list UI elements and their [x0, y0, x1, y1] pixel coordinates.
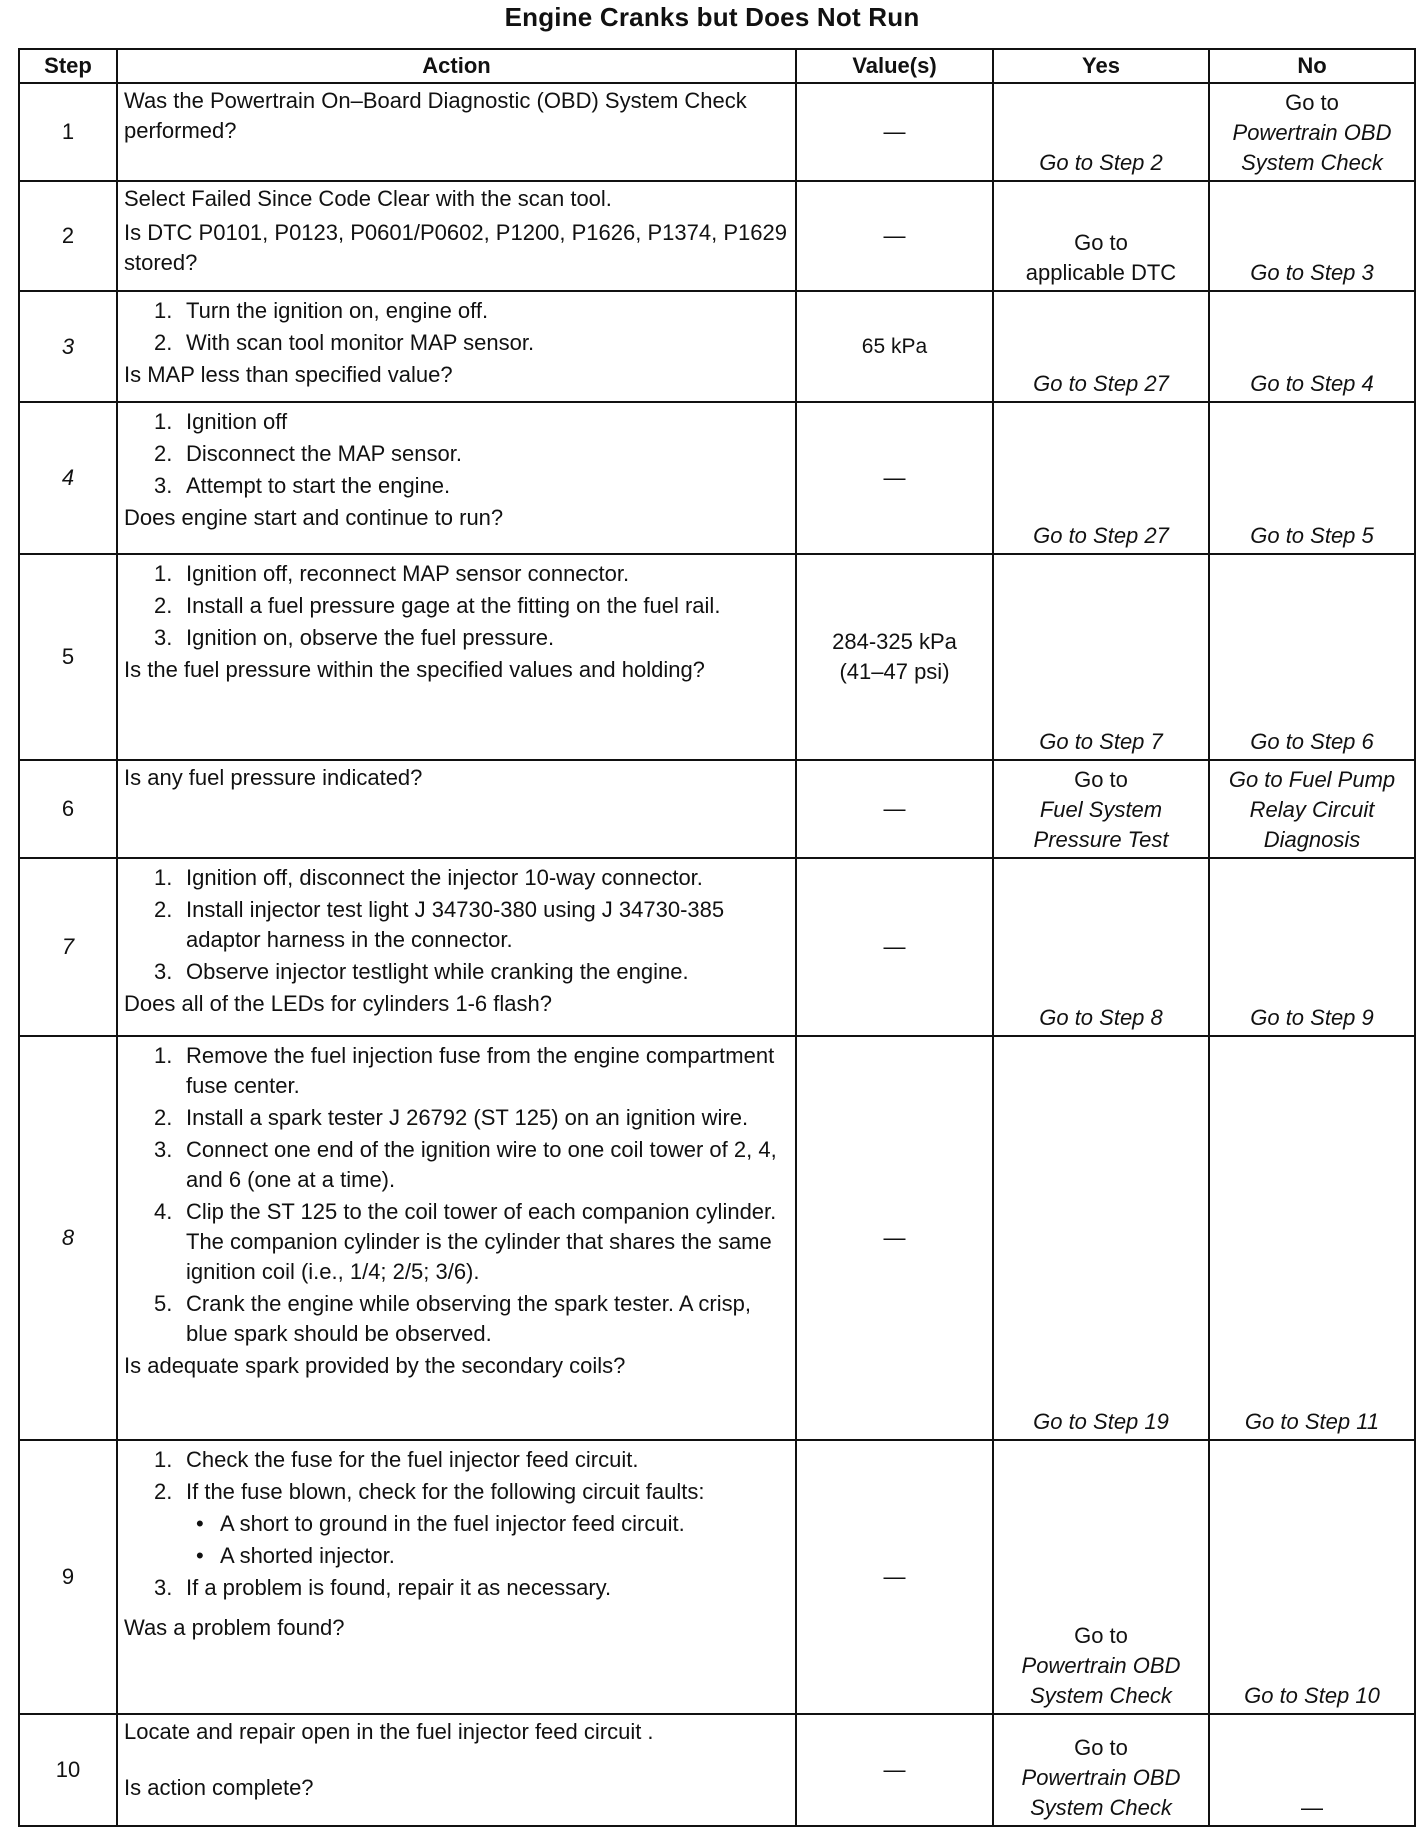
- action-steps: [124, 1445, 789, 1603]
- action-steps: [124, 296, 789, 358]
- yes-cell: [993, 760, 1209, 858]
- yes-cell: Go to Step 7: [993, 554, 1209, 760]
- action-cell: [117, 1440, 796, 1714]
- value-cell: —: [796, 1440, 993, 1714]
- no-line: Powertrain OBD: [1232, 120, 1392, 145]
- action-step: 1. Check the fuse for the fuel injector feed circuit.: [154, 1447, 639, 1472]
- yes-line: Go to: [1074, 230, 1128, 255]
- no-cell: Go to Step 3: [1209, 181, 1415, 291]
- action-cell: [117, 554, 796, 760]
- action-steps: [124, 407, 789, 501]
- question: Is action complete?: [124, 1775, 314, 1800]
- action-step: 3. If a problem is found, repair it as necessary.: [154, 1575, 612, 1600]
- header-step: Step: [19, 49, 117, 83]
- question: Is any fuel pressure indicated?: [124, 765, 423, 790]
- fault-bullet: • A shorted injector.: [124, 1541, 789, 1571]
- action-step: 1. Ignition off, disconnect the injector 10-way connector.: [154, 865, 703, 890]
- value-cell: —: [796, 83, 993, 181]
- yes-line: Powertrain OBD: [1021, 1653, 1181, 1678]
- value-cell: —: [796, 760, 993, 858]
- step-number: 5: [19, 554, 117, 760]
- yes-cell: [993, 181, 1209, 291]
- action-step: 1. Ignition off: [154, 409, 288, 434]
- no-line: System Check: [1241, 150, 1383, 175]
- step-number: 1: [19, 83, 117, 181]
- table-row: [19, 1036, 1415, 1440]
- header-action: Action: [117, 49, 796, 83]
- action-step: 3. Connect one end of the ignition wire to one coil tower of 2, 4, and 6 (one at a time).: [154, 1137, 777, 1192]
- yes-line: System Check: [1030, 1795, 1172, 1820]
- yes-line: Go to: [1074, 767, 1128, 792]
- table-header-row: [19, 49, 1415, 83]
- diagnostic-table: [18, 48, 1416, 1827]
- header-no: No: [1209, 49, 1415, 83]
- action-step: 2. If the fuse blown, check for the following circuit faults: • A short to ground in the fuel injector feed circuit. • A shorted injector.: [124, 1477, 789, 1571]
- action-cell: [117, 1036, 796, 1440]
- no-cell: [1209, 760, 1415, 858]
- no-cell: Go to Step 9: [1209, 858, 1415, 1036]
- action-steps: [124, 559, 789, 653]
- value-cell: [796, 554, 993, 760]
- fault-bullet: • A short to ground in the fuel injector feed circuit.: [124, 1509, 789, 1539]
- yes-line: Go to: [1074, 1735, 1128, 1760]
- table-row: [19, 83, 1415, 181]
- yes-line: Pressure Test: [1033, 827, 1169, 852]
- action-line: Select Failed Since Code Clear with the scan tool.: [124, 186, 612, 211]
- value-cell: —: [796, 1714, 993, 1826]
- no-cell: Go to Step 4: [1209, 291, 1415, 402]
- action-cell: [117, 760, 796, 858]
- step-number: 7: [19, 858, 117, 1036]
- table-row: [19, 1440, 1415, 1714]
- action-step: 3. Ignition on, observe the fuel pressure.: [154, 625, 555, 650]
- yes-line: Fuel System: [1039, 797, 1163, 822]
- action-step: 3. Attempt to start the engine.: [154, 473, 451, 498]
- step-number: 3: [19, 291, 117, 402]
- value-cell: —: [796, 402, 993, 554]
- yes-line: Powertrain OBD: [1021, 1765, 1181, 1790]
- question: Was a problem found?: [124, 1615, 345, 1640]
- no-cell: Go to Step 5: [1209, 402, 1415, 554]
- step-number: 4: [19, 402, 117, 554]
- yes-cell: [993, 1440, 1209, 1714]
- no-line: Relay Circuit: [1249, 797, 1375, 822]
- action-steps: [124, 1041, 789, 1349]
- action-step: 2. Install a spark tester J 26792 (ST 125) on an ignition wire.: [154, 1105, 749, 1130]
- yes-cell: Go to Step 27: [993, 291, 1209, 402]
- step-number: 9: [19, 1440, 117, 1714]
- header-yes: Yes: [993, 49, 1209, 83]
- action-cell: [117, 858, 796, 1036]
- yes-cell: Go to Step 8: [993, 858, 1209, 1036]
- table-row: [19, 760, 1415, 858]
- question: Is the fuel pressure within the specified values and holding?: [124, 657, 705, 682]
- value-cell: 65 kPa: [796, 291, 993, 402]
- action-steps: [124, 863, 789, 987]
- action-cell: [117, 1714, 796, 1826]
- no-cell: —: [1209, 1714, 1415, 1826]
- step-number: 2: [19, 181, 117, 291]
- yes-cell: Go to Step 27: [993, 402, 1209, 554]
- action-step: 2. With scan tool monitor MAP sensor.: [154, 330, 535, 355]
- no-line: Go to Fuel Pump: [1228, 767, 1396, 792]
- yes-line: System Check: [1030, 1683, 1172, 1708]
- table-row: [19, 1714, 1415, 1826]
- table-row: [19, 291, 1415, 402]
- action-step: 2. Install injector test light J 34730-380 using J 34730-385 adaptor harness in the connector.: [154, 897, 725, 952]
- action-line: Locate and repair open in the fuel injector feed circuit .: [124, 1719, 654, 1744]
- page-title: Engine Cranks but Does Not Run: [504, 2, 920, 32]
- step-number: 6: [19, 760, 117, 858]
- value-line: (41–47 psi): [839, 659, 950, 684]
- table-row: [19, 858, 1415, 1036]
- question: Is adequate spark provided by the secondary coils?: [124, 1353, 626, 1378]
- action-step: 1. Ignition off, reconnect MAP sensor connector.: [154, 561, 630, 586]
- action-step: 4. Clip the ST 125 to the coil tower of each companion cylinder. The companion cylinder is the cylinder that shares the same ignition coil (i.e., 1/4; 2/5; 3/6).: [154, 1199, 777, 1284]
- header-values: Value(s): [796, 49, 993, 83]
- no-cell: Go to Step 11: [1209, 1036, 1415, 1440]
- step-number: 10: [19, 1714, 117, 1826]
- action-step: 2. Disconnect the MAP sensor.: [154, 441, 462, 466]
- yes-cell: [993, 1714, 1209, 1826]
- question: Does engine start and continue to run?: [124, 505, 504, 530]
- action-cell: [117, 83, 796, 181]
- no-line: Diagnosis: [1263, 827, 1361, 852]
- yes-line: applicable DTC: [1025, 260, 1177, 285]
- value-cell: —: [796, 181, 993, 291]
- no-cell: Go to Step 10: [1209, 1440, 1415, 1714]
- action-cell: [117, 181, 796, 291]
- action-cell: [117, 291, 796, 402]
- question: Is DTC P0101, P0123, P0601/P0602, P1200, P1626, P1374, P1629 stored?: [124, 220, 787, 275]
- value-line: 284-325 kPa: [832, 629, 957, 654]
- yes-line: Go to: [1074, 1623, 1128, 1648]
- table-row: [19, 402, 1415, 554]
- action-cell: [117, 402, 796, 554]
- action-step: 1. Turn the ignition on, engine off.: [154, 298, 489, 323]
- action-step: 2. Install a fuel pressure gage at the fitting on the fuel rail.: [154, 593, 721, 618]
- question: Is MAP less than specified value?: [124, 362, 453, 387]
- yes-cell: Go to Step 19: [993, 1036, 1209, 1440]
- value-cell: —: [796, 1036, 993, 1440]
- question: Does all of the LEDs for cylinders 1-6 flash?: [124, 991, 552, 1016]
- no-cell: [1209, 83, 1415, 181]
- action-step: 5. Crank the engine while observing the spark tester. A crisp, blue spark should be observed.: [154, 1291, 751, 1346]
- fault-bullets: [124, 1509, 789, 1571]
- no-line: Go to: [1285, 90, 1339, 115]
- table-row: [19, 181, 1415, 291]
- question: Was the Powertrain On–Board Diagnostic (OBD) System Check performed?: [124, 88, 747, 143]
- no-cell: Go to Step 6: [1209, 554, 1415, 760]
- action-step: 1. Remove the fuel injection fuse from the engine compartment fuse center.: [154, 1043, 775, 1098]
- table-row: [19, 554, 1415, 760]
- action-step: 3. Observe injector testlight while cranking the engine.: [154, 959, 689, 984]
- step-number: 8: [19, 1036, 117, 1440]
- value-cell: —: [796, 858, 993, 1036]
- yes-cell: Go to Step 2: [993, 83, 1209, 181]
